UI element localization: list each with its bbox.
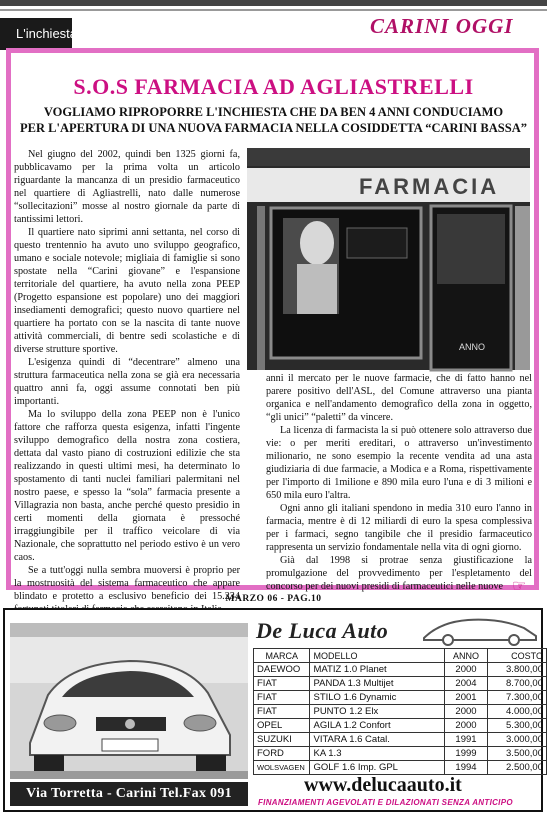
- cell-marca: OPEL: [254, 719, 310, 733]
- cell-marca: FIAT: [254, 677, 310, 691]
- article-title: S.O.S FARMACIA AD AGLIASTRELLI: [73, 74, 474, 99]
- subtitle-line-1: VOGLIAMO RIPROPORRE L'INCHIESTA CHE DA BEN 4 ANNI CONDUCIAMO: [43, 105, 504, 119]
- cell-anno: 2004: [444, 677, 488, 691]
- cell-modello: MATIZ 1.0 Planet: [310, 663, 444, 677]
- paragraph: Se a tutt'oggi nulla sembra muoversi è proprio per la mostruosità del sistema farmaceutico che appare blindato e protetto a esclusivo beneficio dei 15.234: [14, 565, 240, 602]
- table-row: [254, 733, 547, 747]
- ad-tagline: FINANZIAMENTI AGEVOLATI E DILAZIONATI SENZA ANTICIPO: [258, 798, 513, 807]
- column-header-costo: COSTO: [488, 649, 547, 663]
- paragraph: L'esigenza quindi di “decentrare” almeno una struttura farmaceutica nella zona se già era necessaria quattro anni fa, oggi assume connotati ben più importanti.: [14, 357, 240, 407]
- cell-marca: WOLSVAGEN: [254, 761, 310, 775]
- cell-costo: 7.300,00: [488, 691, 547, 705]
- cell-marca: FORD: [254, 747, 310, 761]
- page-footer: MARZO 06 - PAG.10: [225, 594, 322, 604]
- pharmacy-photo: [247, 148, 530, 370]
- car-price-table: [253, 648, 547, 775]
- cell-anno: 1991: [444, 733, 488, 747]
- cell-marca: SUZUKI: [254, 733, 310, 747]
- column-header-modello: MODELLO: [310, 649, 444, 663]
- cell-modello: PUNTO 1.2 Elx: [310, 705, 444, 719]
- cell-anno: 2000: [444, 705, 488, 719]
- table-header-row: [254, 649, 547, 663]
- table-row: [254, 747, 547, 761]
- paragraph: Ma lo sviluppo della zona PEEP non è l'unico fattore che rafforza questa esigenza, infatti l'ingente sviluppo demografico della nostra zona costiera, dettata dal vasto piano di costruzioni edilizie che sta realizzando in questi ultimi mesi, ha determinato lo spostamento di tanti nuclei familiari palermitani nel nostro paese, e spesso la “sola” farmacia presente a Villagrazia non basta, anche perché questo presidio in certi momenti della giornata è pressoché irraggiungibile per il traffico veicolare di via Nazionale, che soprattutto nel periodo estivo è un vero caos.: [14, 409, 240, 563]
- ad-car-photo: [10, 623, 248, 779]
- cell-marca: DAEWOO: [254, 663, 310, 677]
- ad-website-link[interactable]: www.delucaauto.it: [304, 774, 462, 796]
- paragraph: Ogni anno gli italiani spendono in media 310 euro l'anno in farmacia, mentre è di 12 miliardi di euro la spesa complessiva per i farmaci, segno tangibile che il presidio farmaceutico rappresenta un servizio fondamentale nella vita di ogni giorno.: [266, 503, 532, 553]
- paragraph: La licenza di farmacista la si può ottenere solo attraverso due vie: o per meriti ereditari, o attraverso un'investimento milionario, ne sono esempio la recente vendita ad una asta giudiziaria di due farmacie, a Modica e a Roma, rispettivamente per l'importo di 1milione e 890 mila euro l'una e di 3 milioni e 650 mila euro l'altra.: [266, 425, 532, 501]
- continue-pointer-icon: ☞: [512, 578, 527, 595]
- table-row: [254, 705, 547, 719]
- cell-modello: STILO 1.6 Dynamic: [310, 691, 444, 705]
- cell-costo: 3.000,00: [488, 733, 547, 747]
- photo-sign-text: FARMACIA: [359, 174, 500, 199]
- column-header-marca: MARCA: [254, 649, 310, 663]
- cell-modello: VITARA 1.6 Catal.: [310, 733, 444, 747]
- cell-anno: 2000: [444, 719, 488, 733]
- top-stripe: [0, 0, 547, 14]
- cell-marca: FIAT: [254, 705, 310, 719]
- cell-costo: 3.500,00: [488, 747, 547, 761]
- table-row: [254, 663, 547, 677]
- cell-modello: GOLF 1.6 Imp. GPL: [310, 761, 444, 775]
- paragraph: Nel giugno del 2002, quindi ben 1325 giorni fa, pubblicavamo per la prima volta un articolo riguardante la mancanza di un presidio farmaceutico nel quartiere di Agliastrelli, nato dalle numerose “sollecitazioni” mosse al nostro giornale da parte di tantissimi lettori.: [14, 149, 240, 225]
- cell-anno: 2001: [444, 691, 488, 705]
- masthead-title: CARINI OGGI: [370, 14, 514, 38]
- article-subtitle: [14, 104, 533, 136]
- cell-costo: 8.700,00: [488, 677, 547, 691]
- column-header-anno: ANNO: [444, 649, 488, 663]
- subtitle-line-2: PER L'APERTURA DI UNA NUOVA FARMACIA NELLA COSIDDETTA “CARINI BASSA”: [20, 121, 527, 135]
- ad-car-graphic: [10, 623, 248, 779]
- cell-costo: 2.500,00: [488, 761, 547, 775]
- table-row: [254, 719, 547, 733]
- cell-modello: KA 1.3: [310, 747, 444, 761]
- pharmacy-photo-graphic: [247, 148, 530, 370]
- article-left-column: [14, 148, 240, 629]
- masthead: [370, 14, 513, 39]
- paragraph: Il quartiere nato siprimi anni settanta, nel corso di questo trentennio ha avuto uno sviluppo geografico, umano e sociale notevole; migliaia di famiglie si sono spostate nella “Carini giovane” e l'espansione territoriale del quartiere, ha avuto nella zona PEEP (Progetto espansione est popolare) uno dei maggiori insediamenti demografici; questo nuovo quartiere nel quartiere ha portato con se la nascita di tante nuove attività commerciali, di bentre sedi scolastiche e di diverse strutture sportive.: [14, 227, 240, 355]
- cell-costo: 3.800,00: [488, 663, 547, 677]
- article-right-column: [266, 372, 532, 593]
- section-tag: L'inchiesta: [0, 18, 72, 50]
- cell-modello: AGILA 1.2 Confort: [310, 719, 444, 733]
- cell-modello: PANDA 1.3 Multijet: [310, 677, 444, 691]
- cell-anno: 1994: [444, 761, 488, 775]
- photo-inset-label: ANNO: [459, 342, 486, 352]
- table-row: [254, 677, 547, 691]
- ad-address: Via Torretta - Carini Tel.Fax 091 8688217: [10, 782, 248, 806]
- cell-costo: 4.000,00: [488, 705, 547, 719]
- ad-brand-logo: De Luca Auto: [256, 618, 389, 643]
- paragraph: Già dal 1998 si protrae senza giustificazione la promulgazione del provvedimento per l'espletamento del concorso per dei nuovi presidi di farmaceutici nelle nuove: [266, 555, 532, 592]
- paragraph: anni il mercato per le nuove farmacie, che di fatto hanno nel parere positivo dell'ASL, del Comune attraverso una pianta organica e nell'andamento demografico della zona in oggetto, “gli unici” “paletti” da vincere.: [266, 373, 532, 423]
- cell-anno: 2000: [444, 663, 488, 677]
- table-row: [254, 691, 547, 705]
- cell-costo: 5.300,00: [488, 719, 547, 733]
- cell-anno: 1999: [444, 747, 488, 761]
- cell-marca: FIAT: [254, 691, 310, 705]
- table-row: [254, 761, 547, 775]
- car-silhouette-icon: [420, 612, 540, 646]
